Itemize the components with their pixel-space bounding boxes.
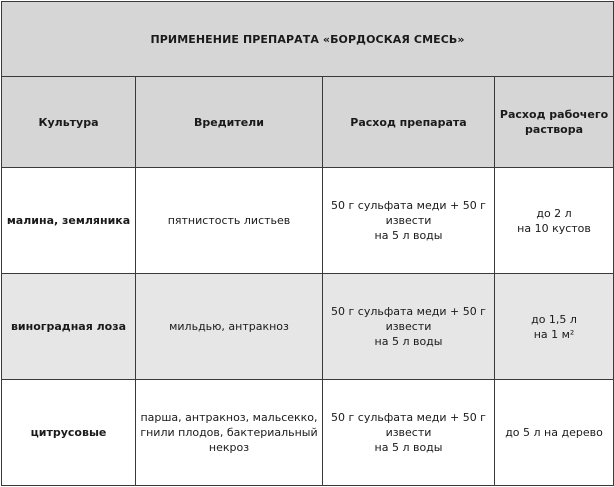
cell-pests bbox=[136, 274, 323, 380]
cell-dose bbox=[323, 380, 495, 486]
cell-line: парша, антракноз, мальсекко, bbox=[140, 411, 318, 424]
cell-pests bbox=[136, 380, 323, 486]
cell-line: на 1 м² bbox=[533, 327, 575, 341]
cell-solution bbox=[495, 168, 614, 274]
table-header-row bbox=[2, 77, 614, 168]
table-row bbox=[2, 168, 614, 274]
cell-line: извести bbox=[385, 214, 432, 227]
table-title-row bbox=[2, 2, 614, 77]
column-header-crop bbox=[2, 77, 136, 168]
header-line: Культура bbox=[38, 115, 99, 129]
cell-line: 50 г сульфата меди + 50 г bbox=[331, 411, 486, 424]
header-line: Вредители bbox=[194, 115, 264, 129]
cell-line: пятнистость листьев bbox=[167, 214, 291, 227]
column-header-solution bbox=[495, 77, 614, 168]
cell-dose bbox=[323, 274, 495, 380]
cell-line: на 10 кустов bbox=[517, 221, 591, 235]
column-header-pests bbox=[136, 77, 323, 168]
table-row bbox=[2, 380, 614, 486]
bordeaux-mixture-table bbox=[1, 1, 614, 486]
cell-crop: виноградная лоза bbox=[2, 274, 136, 380]
header-line: раствора bbox=[525, 123, 584, 136]
table-title: ПРИМЕНЕНИЕ ПРЕПАРАТА «БОРДОСКАЯ СМЕСЬ» bbox=[2, 2, 614, 77]
cell-line: извести bbox=[385, 320, 432, 333]
cell-line: до 5 л на дерево bbox=[505, 426, 603, 439]
cell-crop: малина, земляника bbox=[2, 168, 136, 274]
table-row bbox=[2, 274, 614, 380]
cell-line: до 2 л bbox=[536, 206, 572, 220]
header-line: Расход препарата bbox=[350, 115, 467, 129]
cell-line: мильдью, антракноз bbox=[169, 320, 289, 333]
cell-line: некроз bbox=[208, 441, 250, 454]
header-line: Расход рабочего bbox=[499, 108, 609, 121]
cell-line: извести bbox=[385, 426, 432, 439]
column-header-dose bbox=[323, 77, 495, 168]
cell-line: на 5 л воды bbox=[374, 229, 443, 242]
cell-line: на 5 л воды bbox=[374, 441, 443, 454]
cell-line: 50 г сульфата меди + 50 г bbox=[331, 305, 486, 318]
cell-line: гнили плодов, бактериальный bbox=[140, 426, 318, 439]
cell-crop: цитрусовые bbox=[2, 380, 136, 486]
cell-line: до 1,5 л bbox=[531, 312, 577, 326]
cell-line: 50 г сульфата меди + 50 г bbox=[331, 199, 486, 212]
cell-line: на 5 л воды bbox=[374, 335, 443, 348]
cell-pests bbox=[136, 168, 323, 274]
cell-solution bbox=[495, 274, 614, 380]
cell-dose bbox=[323, 168, 495, 274]
cell-solution bbox=[495, 380, 614, 486]
